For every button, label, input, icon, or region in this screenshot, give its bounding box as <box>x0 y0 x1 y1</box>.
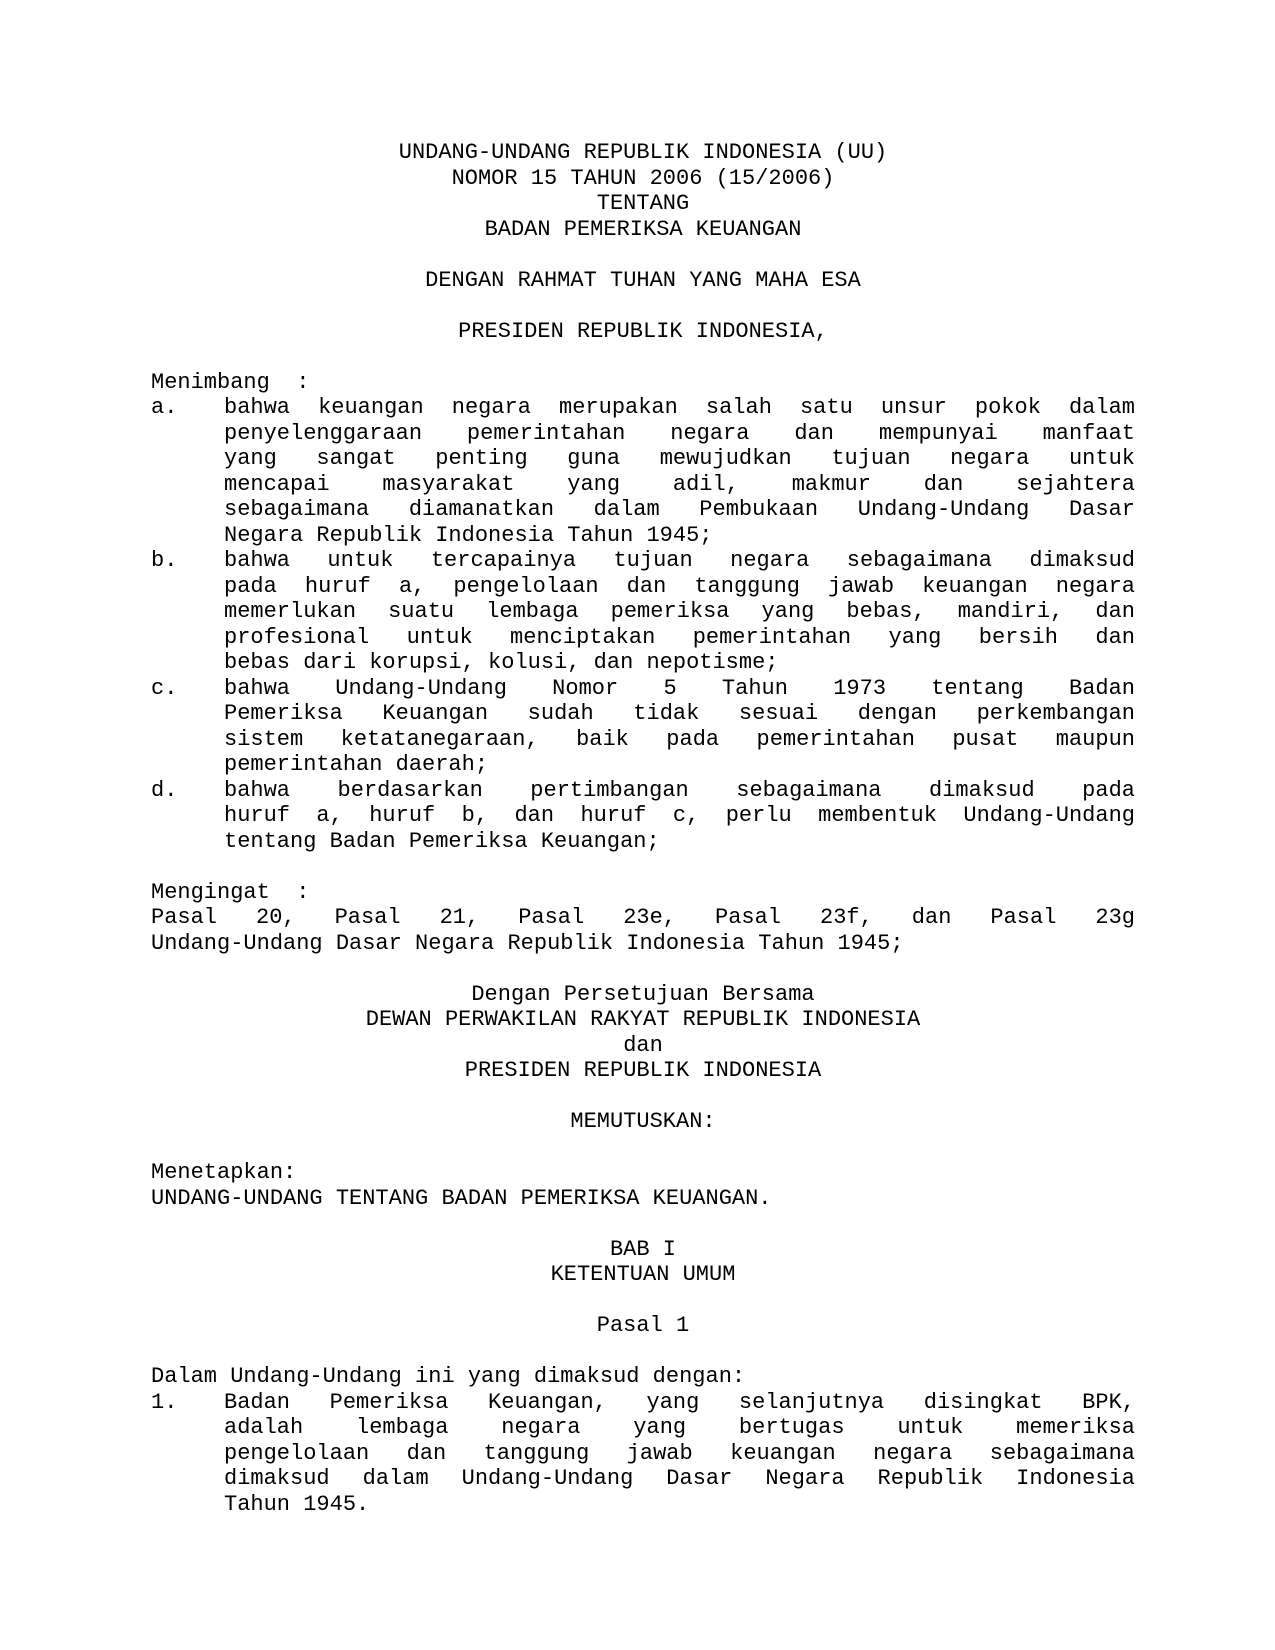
text-line: Badan Pemeriksa Keuangan, yang selanjutnya disingkat BPK, <box>224 1389 1135 1415</box>
list-marker: 1. <box>151 1389 178 1415</box>
chapter-number: BAB I <box>609 1236 676 1262</box>
article-heading <box>151 1313 1135 1339</box>
agreement-block <box>151 982 1135 1084</box>
mengingat-label: Mengingat : <box>151 879 310 905</box>
list-marker: b. <box>151 548 178 573</box>
text-line: pada huruf a, pengelolaan dan tanggung jawab keuangan negara <box>224 573 1135 599</box>
text-line: Negara Republik Indonesia Tahun 1945; <box>224 522 713 548</box>
text-line: UNDANG-UNDANG REPUBLIK INDONESIA (UU) <box>398 140 888 165</box>
list-marker: a. <box>151 395 178 420</box>
text-line: memerlukan suatu lembaga pemeriksa yang bebas, mandiri, dan <box>224 599 1135 624</box>
menetapkan-section <box>151 1160 1135 1211</box>
text-line: Pemeriksa Keuangan sudah tidak sesuai dengan perkembangan <box>224 701 1135 726</box>
menetapkan-content: UNDANG-UNDANG TENTANG BADAN PEMERIKSA KEUANGAN. <box>151 1185 772 1211</box>
text-line: profesional untuk menciptakan pemerintahan yang bersih dan <box>224 624 1135 650</box>
decision-text: MEMUTUSKAN: <box>570 1109 716 1134</box>
text-line: yang sangat penting guna mewujudkan tujuan negara untuk <box>224 446 1135 471</box>
text-line: bahwa untuk tercapainya tujuan negara sebagaimana dimaksud <box>224 548 1135 573</box>
pasal1-intro: Dalam Undang-Undang ini yang dimaksud dengan: <box>151 1364 746 1389</box>
text-line: TENTANG <box>596 191 690 216</box>
menimbang-list <box>151 395 1135 854</box>
article-number: Pasal 1 <box>596 1313 690 1338</box>
mengingat-paragraph <box>151 905 1135 956</box>
text-line: adalah lembaga negara yang bertugas untuk memeriksa <box>224 1415 1135 1440</box>
list-item <box>151 676 1135 778</box>
list-item <box>151 1390 1135 1518</box>
pasal1-section <box>151 1364 1135 1517</box>
text-line: mencapai masyarakat yang adil, makmur dan sejahtera <box>224 471 1135 497</box>
list-item <box>151 548 1135 676</box>
issuer-text: PRESIDEN REPUBLIK INDONESIA, <box>458 318 828 344</box>
text-line: sistem ketatanegaraan, baik pada pemerintahan pusat maupun <box>224 726 1135 752</box>
text-line: dimaksud dalam Undang-Undang Dasar Negara Republik Indonesia <box>224 1466 1135 1491</box>
text-line: bahwa keuangan negara merupakan salah satu unsur pokok dalam <box>224 395 1135 420</box>
chapter-title: KETENTUAN UMUM <box>550 1262 736 1287</box>
text-line: pengelolaan dan tanggung jawab keuangan negara sebagaimana <box>224 1440 1135 1466</box>
text-line: penyelenggaraan pemerintahan negara dan mempunyai manfaat <box>224 420 1135 446</box>
invocation-text: DENGAN RAHMAT TUHAN YANG MAHA ESA <box>425 267 861 293</box>
text-line: Undang-Undang Dasar Negara Republik Indonesia Tahun 1945; <box>151 930 904 956</box>
list-item <box>151 778 1135 855</box>
text-line: NOMOR 15 TAHUN 2006 (15/2006) <box>451 165 835 191</box>
text-line: huruf a, huruf b, dan huruf c, perlu membentuk Undang-Undang <box>224 803 1135 828</box>
list-marker: c. <box>151 675 178 701</box>
issuer-line <box>151 319 1135 345</box>
text-line: dan <box>623 1032 663 1058</box>
chapter-heading <box>151 1237 1135 1288</box>
menimbang-section <box>151 370 1135 855</box>
text-line: bahwa Undang-Undang Nomor 5 Tahun 1973 tentang Badan <box>224 675 1135 701</box>
pasal1-list <box>151 1390 1135 1518</box>
text-line: pemerintahan daerah; <box>224 752 489 777</box>
decision-line <box>151 1109 1135 1135</box>
text-line: PRESIDEN REPUBLIK INDONESIA <box>464 1058 822 1083</box>
text-line: BADAN PEMERIKSA KEUANGAN <box>484 216 802 242</box>
invocation-line <box>151 268 1135 294</box>
list-item <box>151 395 1135 548</box>
menetapkan-label: Menetapkan: <box>151 1160 297 1185</box>
text-line: Dengan Persetujuan Bersama <box>471 981 815 1007</box>
mengingat-section <box>151 880 1135 957</box>
text-line: Pasal 20, Pasal 21, Pasal 23e, Pasal 23f, dan Pasal 23g <box>151 905 1135 930</box>
text-line: Tahun 1945. <box>224 1491 370 1517</box>
list-marker: d. <box>151 777 178 803</box>
text-line: bahwa berdasarkan pertimbangan sebagaimana dimaksud pada <box>224 777 1135 803</box>
text-line: DEWAN PERWAKILAN RAKYAT REPUBLIK INDONESIA <box>365 1007 921 1032</box>
document-title-block <box>151 140 1135 242</box>
text-line: sebagaimana diamanatkan dalam Pembukaan Undang-Undang Dasar <box>224 497 1135 522</box>
text-line: bebas dari korupsi, kolusi, dan nepotisme; <box>224 650 779 675</box>
text-line: tentang Badan Pemeriksa Keuangan; <box>224 828 660 854</box>
menimbang-label: Menimbang : <box>151 369 310 395</box>
